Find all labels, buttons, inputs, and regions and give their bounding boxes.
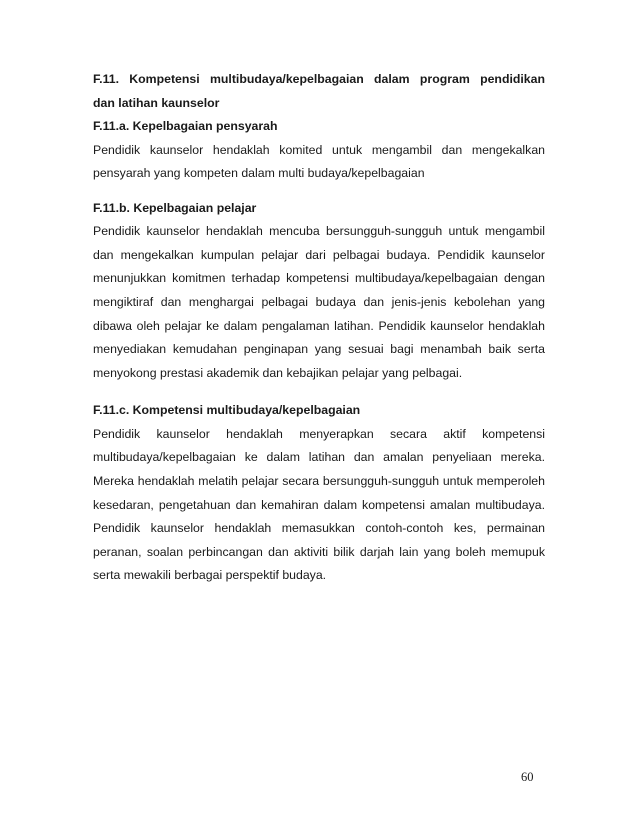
- subsection-b-heading: F.11.b. Kepelbagaian pelajar: [93, 200, 257, 215]
- section-title-line-2: dan latihan kaunselor: [93, 95, 220, 110]
- spacer: [93, 186, 545, 197]
- subsection-a-body: Pendidik kaunselor hendaklah komited untuk mengambil dan mengekalkan pensyarah yang kompeten dalam multi budaya/kepelbagaian: [93, 142, 545, 181]
- subsection-a-heading: F.11.a. Kepelbagaian pensyarah: [93, 119, 278, 133]
- page-number: 60: [521, 770, 534, 784]
- subsection-c-body: Pendidik kaunselor hendaklah menyerapkan secara aktif kompetensi multibudaya/kepelbagaian ke dalam latihan dan amalan penyeliaan mereka. Mereka hendaklah melatih pelajar secara bersungguh-sungguh untuk memperoleh kesedaran, pengetahuan dan kemahiran dalam kompetensi amalan multibudaya. Pendidik kaunselor hendaklah memasukkan contoh-contoh kes, permainan peranan, soalan perbincangan dan aktiviti bilik darjah lain yang boleh memupuk serta mewakili berbagai perspektif budaya.: [93, 426, 545, 583]
- section-title-line-1: F.11. Kompetensi multibudaya/kepelbagaian dalam program pendidikan: [93, 72, 545, 86]
- subsection-c-heading: F.11.c. Kompetensi multibudaya/kepelbagaian: [93, 403, 361, 418]
- subsection-b-body: Pendidik kaunselor hendaklah mencuba bersungguh-sungguh untuk mengambil dan mengekalkan kumpulan pelajar dari pelbagai budaya. Pendidik kaunselor menunjukkan komitmen terhadap kompetensi multibudaya/kepelbagaian dengan mengiktiraf dan menghargai pelbagai budaya dan jenis-jenis kebolehan yang dibawa oleh pelajar ke dalam pengalaman latihan. Pendidik kaunselor hendaklah menyediakan kemudahan penginapan yang sesuai bagi menambah baik serta menyokong prestasi akademik dan kebajikan pelajar yang pelbagai.: [93, 224, 545, 380]
- spacer: [93, 385, 545, 399]
- document-page: [93, 68, 545, 588]
